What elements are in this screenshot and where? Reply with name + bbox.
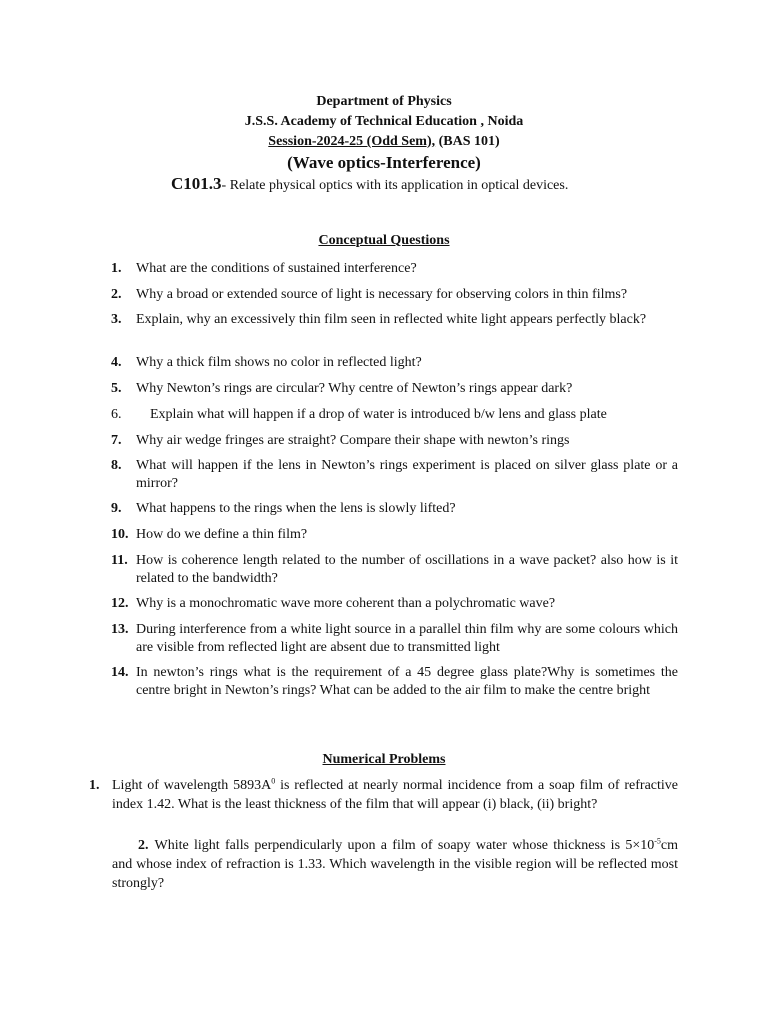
department-heading: Department of Physics (316, 94, 452, 109)
conceptual-questions-title: Conceptual Questions (318, 233, 450, 248)
question-text: In newton’s rings what is the requirement of a 45 degree glass plate?Why is sometimes the centre bright in Newton’s rings? What can be added to the air film to make the centre bright (136, 665, 678, 698)
degree-superscript: 0 (271, 776, 276, 786)
question-number: 10. (111, 527, 129, 542)
question-item (111, 595, 678, 613)
question-text: Why is a monochromatic wave more coherent than a polychromatic wave? (136, 596, 556, 611)
question-number: 2. (111, 287, 122, 302)
question-item (111, 286, 678, 304)
question-item (111, 311, 678, 329)
question-item (111, 260, 678, 278)
question-item (111, 552, 678, 588)
question-number: 14. (111, 665, 129, 680)
question-number: 12. (111, 596, 129, 611)
question-item (111, 380, 678, 398)
question-number: 5. (111, 381, 122, 396)
problem-number: 1. (89, 778, 100, 793)
question-text: What happens to the rings when the lens is slowly lifted? (136, 501, 456, 516)
question-number: 9. (111, 501, 122, 516)
question-text: What are the conditions of sustained interference? (136, 261, 417, 276)
question-text: Explain, why an excessively thin film seen in reflected white light appears perfectly black? (136, 312, 647, 327)
numerical-problems-title: Numerical Problems (322, 752, 446, 767)
question-text: What will happen if the lens in Newton’s rings experiment is placed on silver glass plate or a mirror? (136, 458, 678, 491)
question-text: During interference from a white light source in a parallel thin film why are some colours which are visible from reflected light are absent due to transmitted light (136, 622, 678, 655)
course-outcome-text: - Relate physical optics with its application in optical devices. (221, 178, 569, 193)
problem-text-cont: cm and whose index of refraction is 1.33. Which wavelength in the visible region will be reflected most strongly? (112, 838, 678, 891)
exponent-superscript: -5 (654, 836, 661, 846)
question-item (111, 432, 678, 450)
question-text: Why air wedge fringes are straight? Compare their shape with newton’s rings (136, 433, 570, 448)
course-outcome-code: C101.3 (171, 174, 222, 193)
topic-heading: (Wave optics-Interference) (287, 153, 481, 172)
question-item (111, 354, 678, 372)
question-number: 13. (111, 622, 129, 637)
numerical-problem (89, 776, 678, 814)
problem-text: White light falls perpendicularly upon a film of soapy water whose thickness is 5×10 (154, 838, 655, 853)
question-text: Why a broad or extended source of light is necessary for observing colors in thin films? (136, 287, 628, 302)
question-text: Why Newton’s rings are circular? Why centre of Newton’s rings appear dark? (136, 381, 573, 396)
question-number: 6. (111, 407, 122, 422)
question-item (111, 664, 678, 700)
question-number: 1. (111, 261, 122, 276)
question-number: 3. (111, 312, 122, 327)
session-underlined: Session-2024-25 (Odd Sem), (268, 134, 436, 149)
numerical-problem (112, 836, 678, 893)
question-item (111, 500, 678, 518)
institute-heading: J.S.S. Academy of Technical Education , Noida (244, 114, 524, 129)
course-outcome (171, 174, 568, 194)
problem-number: 2. (138, 838, 149, 853)
session-heading (0, 134, 768, 150)
question-number: 4. (111, 355, 122, 370)
question-text: How is coherence length related to the number of oscillations in a wave packet? also how is it related to the bandwidth? (136, 553, 678, 586)
question-number: 11. (111, 553, 128, 568)
question-text: Why a thick film shows no color in reflected light? (136, 355, 422, 370)
question-item (111, 621, 678, 657)
question-item (111, 526, 678, 544)
session-course: (BAS 101) (435, 134, 500, 149)
question-number: 8. (111, 458, 122, 473)
question-item (111, 406, 678, 424)
question-number: 7. (111, 433, 122, 448)
question-text: Explain what will happen if a drop of water is introduced b/w lens and glass plate (150, 407, 607, 422)
problem-text: Light of wavelength 5893A (112, 778, 272, 793)
question-text: How do we define a thin film? (136, 527, 308, 542)
question-item (111, 457, 678, 493)
problem-text-cont: is reflected at nearly normal incidence from a soap film of refractive index 1.42. What is the least thickness of the film that will appear (i) black, (ii) bright? (112, 778, 678, 812)
